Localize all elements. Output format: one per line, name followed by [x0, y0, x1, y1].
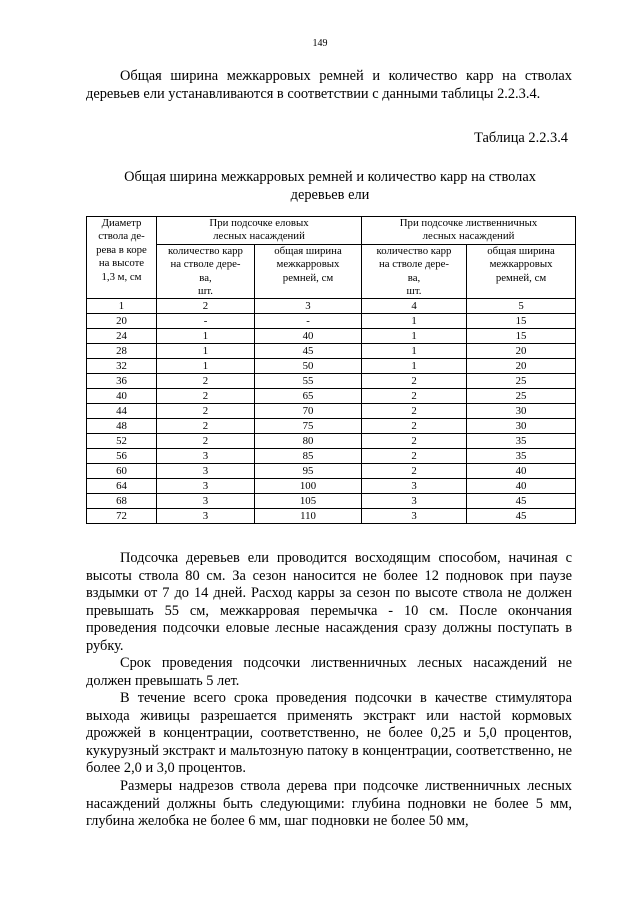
table-cell: 40 [87, 389, 157, 404]
table-cell: - [255, 314, 362, 329]
table-row [87, 494, 576, 509]
table-cell: 95 [255, 464, 362, 479]
column-number: 2 [157, 299, 255, 314]
column-number: 1 [87, 299, 157, 314]
table-cell: 40 [467, 479, 576, 494]
table-cell: - [157, 314, 255, 329]
table-row [87, 449, 576, 464]
table-cell: 40 [467, 464, 576, 479]
table-cell: 3 [362, 509, 467, 524]
table-row [87, 509, 576, 524]
table-cell: 40 [255, 329, 362, 344]
table-cell: 2 [362, 449, 467, 464]
table-title-line: деревьев ели [290, 186, 370, 203]
table-cell: 1 [362, 344, 467, 359]
table-cell: 3 [157, 509, 255, 524]
table-cell: 2 [362, 404, 467, 419]
page-number: 149 [312, 38, 328, 49]
table-row [87, 374, 576, 389]
header-larch-group: При подсочке лиственничных лесных насаждений [362, 217, 576, 245]
table-cell: 110 [255, 509, 362, 524]
table-cell: 25 [467, 374, 576, 389]
table-cell: 3 [362, 494, 467, 509]
stimulant-paragraph: В течение всего срока проведения подсочки в качестве стимулятора выхода живицы разрешается применять экстракт или настой кормовых дрожжей в концентрации, соответственно, не более 0,25 и 5,0 процентов, кукурузный экстракт и мальтозную патоку в концентрации, соответственно, не более 2,0 и 3,0 процентов. [86, 690, 572, 777]
table-cell: 45 [467, 509, 576, 524]
header-larch-width: общая ширина межкарровых ремней, см [467, 244, 576, 299]
table-cell: 68 [87, 494, 157, 509]
table-cell: 100 [255, 479, 362, 494]
table-cell: 20 [467, 359, 576, 374]
header-diameter: Диаметр ствола де- рева в коре на высоте 1,3 м, см [87, 217, 157, 299]
table-cell: 15 [467, 314, 576, 329]
header-larch-count: количество карр на стволе дере- ва, шт. [362, 244, 467, 299]
table-cell: 1 [362, 359, 467, 374]
table-title [110, 169, 550, 204]
table-cell: 55 [255, 374, 362, 389]
table-cell: 1 [157, 344, 255, 359]
table-cell: 72 [87, 509, 157, 524]
table-row [87, 329, 576, 344]
table-cell: 30 [467, 419, 576, 434]
table-row [87, 479, 576, 494]
table-cell: 64 [87, 479, 157, 494]
table-cell: 2 [157, 434, 255, 449]
table-cell: 45 [255, 344, 362, 359]
header-spruce-width: общая ширина межкарровых ремней, см [255, 244, 362, 299]
table-cell: 1 [157, 329, 255, 344]
table-cell: 1 [362, 329, 467, 344]
table-cell: 32 [87, 359, 157, 374]
table-row [87, 464, 576, 479]
intro-paragraph: Общая ширина межкарровых ремней и количество карр на стволах деревьев ели устанавливаются в соответствии с данными таблицы 2.2.3.4. [86, 68, 572, 102]
table-cell: 25 [467, 389, 576, 404]
table-cell: 3 [157, 449, 255, 464]
table-cell: 2 [362, 389, 467, 404]
data-table [86, 216, 576, 524]
header-spruce-count: количество карр на стволе дере- ва, шт. [157, 244, 255, 299]
column-number: 3 [255, 299, 362, 314]
table-cell: 2 [157, 389, 255, 404]
table-cell: 52 [87, 434, 157, 449]
table-cell: 1 [157, 359, 255, 374]
table-cell: 3 [157, 464, 255, 479]
table-cell: 75 [255, 419, 362, 434]
table-cell: 1 [362, 314, 467, 329]
table-cell: 3 [157, 494, 255, 509]
table-cell: 20 [467, 344, 576, 359]
table-cell: 2 [362, 374, 467, 389]
table-row [87, 419, 576, 434]
table-cell: 50 [255, 359, 362, 374]
table-cell: 15 [467, 329, 576, 344]
method-paragraph: Подсочка деревьев ели проводится восходящим способом, начиная с высоты ствола 80 см. За сезон наносится не более 12 подновок при паузе вздымки от 7 до 14 дней. Расход карры за сезон по высоте ствола не должен превышать 55 см, межкарровая перемычка - 10 см. После окончания проведения подсочки еловые лесные насаждения сразу должны поступать в рубку. [86, 550, 572, 654]
table-row [87, 359, 576, 374]
table-cell: 30 [467, 404, 576, 419]
table-cell: 70 [255, 404, 362, 419]
column-number: 4 [362, 299, 467, 314]
table-cell: 44 [87, 404, 157, 419]
table-cell: 24 [87, 329, 157, 344]
table-cell: 2 [362, 419, 467, 434]
table-cell: 2 [362, 434, 467, 449]
table-number: Таблица 2.2.3.4 [474, 130, 568, 146]
table-cell: 35 [467, 434, 576, 449]
sizes-paragraph: Размеры надрезов ствола дерева при подсочке лиственничных лесных насаждений должны быть следующими: глубина подновки не более 5 мм, глубина желобка не более 6 мм, шаг подновки не более 50 мм, [86, 778, 572, 830]
table-row [87, 404, 576, 419]
table-cell: 56 [87, 449, 157, 464]
table-cell: 65 [255, 389, 362, 404]
table-cell: 36 [87, 374, 157, 389]
table-cell: 45 [467, 494, 576, 509]
table-cell: 20 [87, 314, 157, 329]
table-cell: 2 [362, 464, 467, 479]
table-row [87, 314, 576, 329]
table-title-line: Общая ширина межкарровых ремней и количество карр на стволах [124, 169, 536, 185]
table-row [87, 344, 576, 359]
table-cell: 28 [87, 344, 157, 359]
column-number-row [87, 299, 576, 314]
column-number: 5 [467, 299, 576, 314]
table-row [87, 434, 576, 449]
table-cell: 80 [255, 434, 362, 449]
header-spruce-group: При подсочке еловых лесных насаждений [157, 217, 362, 245]
table-row [87, 389, 576, 404]
table-cell: 2 [157, 404, 255, 419]
table-cell: 2 [157, 419, 255, 434]
table-cell: 3 [362, 479, 467, 494]
table-cell: 35 [467, 449, 576, 464]
table-cell: 3 [157, 479, 255, 494]
table-cell: 2 [157, 374, 255, 389]
table-cell: 105 [255, 494, 362, 509]
term-paragraph: Срок проведения подсочки лиственничных лесных насаждений не должен превышать 5 лет. [86, 655, 572, 689]
table-cell: 48 [87, 419, 157, 434]
table-cell: 85 [255, 449, 362, 464]
table-cell: 60 [87, 464, 157, 479]
